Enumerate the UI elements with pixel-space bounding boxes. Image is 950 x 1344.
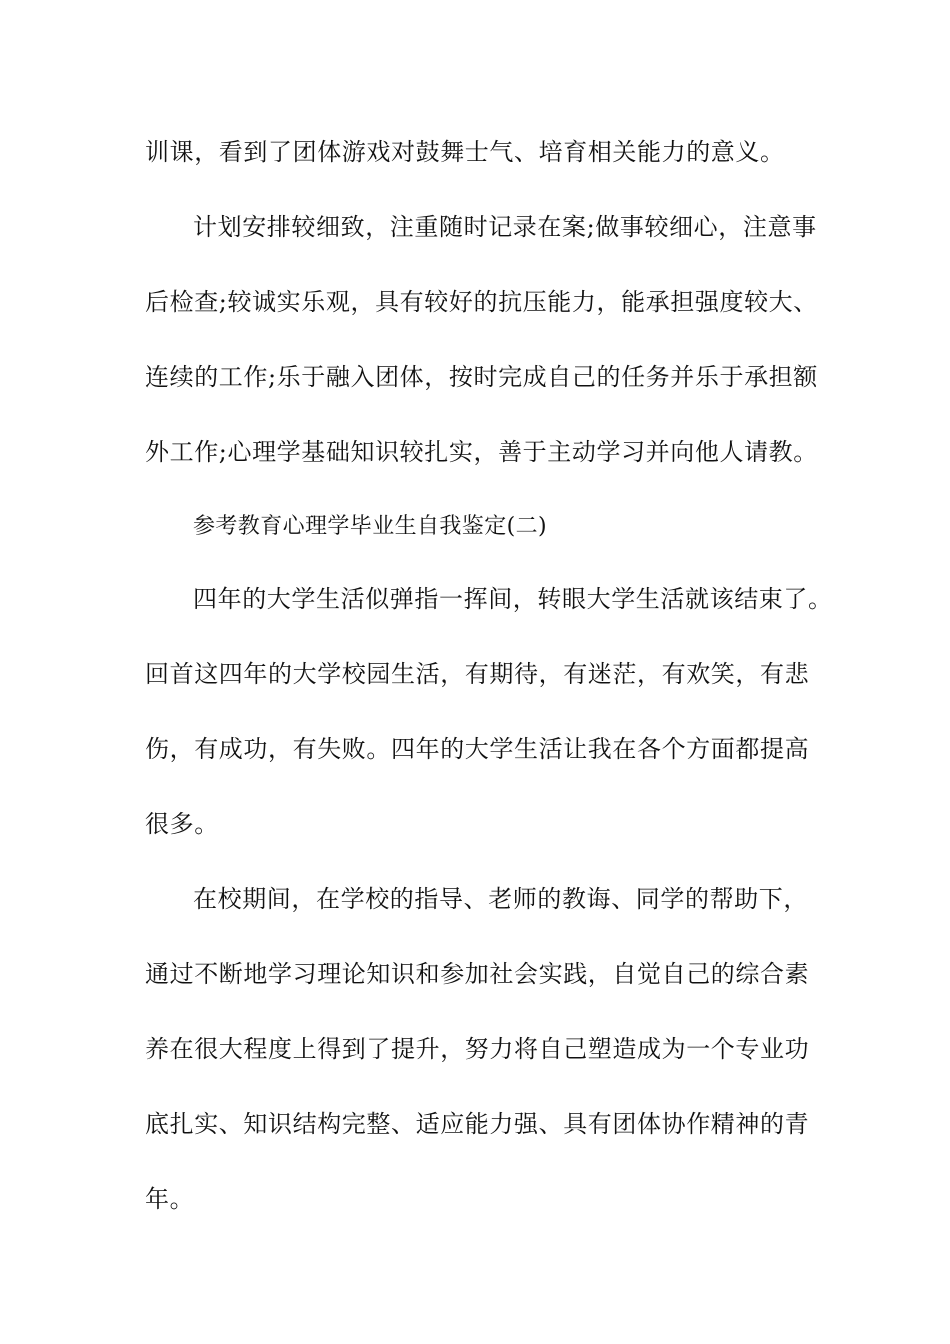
text-line-13: 养在很大程度上得到了提升，努力将自己塑造成为一个专业功 [145,1035,810,1063]
text-line-14: 底扎实、知识结构完整、适应能力强、具有团体协作精神的青 [145,1110,810,1138]
text-line-12: 通过不断地学习理论知识和参加社会实践，自觉自己的综合素 [145,960,810,988]
text-line-9: 伤，有成功，有失败。四年的大学生活让我在各个方面都提高 [145,735,810,763]
text-line-8: 回首这四年的大学校园生活，有期待，有迷茫，有欢笑，有悲 [145,660,810,688]
text-line-15: 年。 [145,1185,195,1213]
text-line-4: 连续的工作;乐于融入团体，按时完成自己的任务并乐于承担额 [145,363,818,391]
section-heading: 参考教育心理学毕业生自我鉴定(二) [193,514,547,539]
text-line-11: 在校期间，在学校的指导、老师的教诲、同学的帮助下， [193,885,808,913]
text-line-5: 外工作;心理学基础知识较扎实，善于主动学习并向他人请教。 [145,438,818,466]
text-line-10: 很多。 [145,810,219,838]
text-line-3: 后检查;较诚实乐观，具有较好的抗压能力，能承担强度较大、 [145,288,818,316]
text-line-1: 训课，看到了团体游戏对鼓舞士气、培育相关能力的意义。 [145,138,785,166]
text-line-7: 四年的大学生活似弹指一挥间，转眼大学生活就该结束了。 [193,585,833,613]
text-line-2: 计划安排较细致，注重随时记录在案;做事较细心，注意事 [193,213,817,241]
